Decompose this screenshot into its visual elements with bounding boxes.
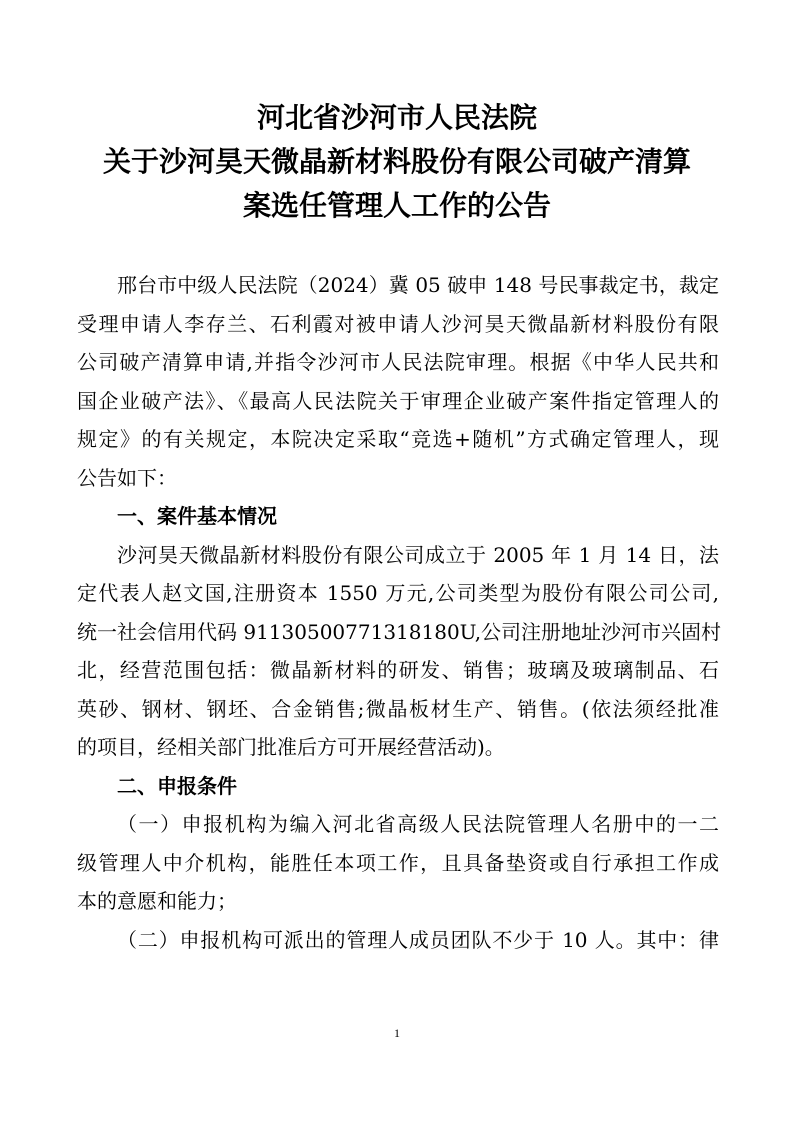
- section-heading-conditions: 二、申报条件: [117, 773, 237, 798]
- page-number: 1: [394, 1026, 400, 1040]
- intro-paragraph: [77, 266, 719, 497]
- paragraph-line: 统一社会信用代码 91130500771318180U,公司注册地址沙河市兴固村: [77, 619, 722, 644]
- paragraph-line: 英砂、钢材、钢坯、合金销售;微晶板材生产、销售。(依法须经批准: [77, 696, 719, 721]
- paragraph-line: 级管理人中介机构，能胜任本项工作，且具备垫资或自行承担工作成: [77, 850, 719, 875]
- case-info-paragraph: [77, 536, 722, 767]
- document-title: [60, 96, 734, 228]
- paragraph-line: 定代表人赵文国,注册资本 1550 万元,公司类型为股份有限公司公司,: [77, 581, 719, 605]
- paragraph-line: 沙河昊天微晶新材料股份有限公司成立于 2005 年 1 月 14 日，法: [117, 542, 719, 567]
- section-heading-case-info: 一、案件基本情况: [117, 504, 277, 528]
- paragraph-line: 的项目，经相关部门批准后方可开展经营活动)。: [77, 735, 505, 759]
- paragraph-line: 邢台市中级人民法院（2024）冀 05 破申 148 号民事裁定书，裁定: [117, 273, 719, 297]
- title-line-1: 河北省沙河市人民法院: [256, 101, 537, 134]
- paragraph-line: 公告如下：: [77, 465, 177, 490]
- paragraph-line: 国企业破产法》、《最高人民法院关于审理企业破产案件指定管理人的: [77, 388, 719, 413]
- paragraph-line: （二）申报机构可派出的管理人成员团队不少于 10 人。其中：律: [117, 927, 719, 952]
- paragraph-line: （一）申报机构为编入河北省高级人民法院管理人名册中的一二: [117, 812, 719, 836]
- paragraph-line: 公司破产清算申请,并指令沙河市人民法院审理。根据《中华人民共和: [77, 350, 719, 374]
- paragraph-line: 受理申请人李存兰、石利霞对被申请人沙河昊天微晶新材料股份有限: [77, 311, 719, 336]
- condition-item-2: [77, 921, 719, 960]
- title-line-3: 案选任管理人工作的公告: [242, 189, 551, 222]
- paragraph-line: 规定》的有关规定，本院决定采取“竞选+随机”方式确定管理人，现: [77, 427, 719, 451]
- paragraph-line: 北，经营范围包括：微晶新材料的研发、销售；玻璃及玻璃制品、石: [77, 658, 719, 682]
- condition-item-1: [77, 805, 719, 921]
- paragraph-line: 本的意愿和能力；: [77, 889, 237, 913]
- document-body: [77, 266, 722, 959]
- title-line-2: 关于沙河昊天微晶新材料股份有限公司破产清算: [102, 145, 691, 178]
